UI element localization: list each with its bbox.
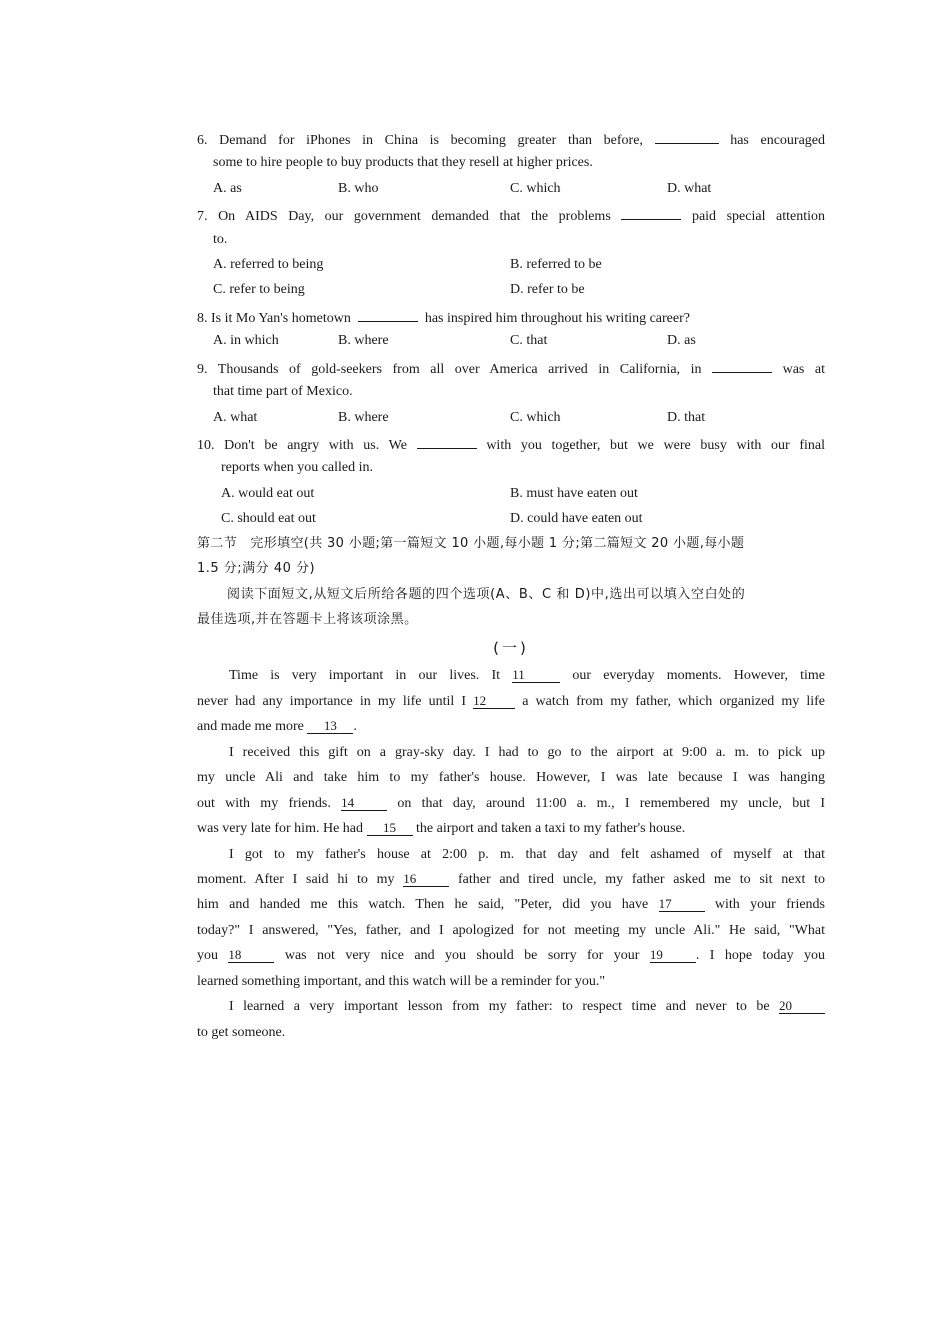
- cloze-blank-17: 17: [659, 896, 705, 912]
- passage-line: moment. After I said hi to my 16 father and tired uncle, my father asked me to sit next to: [197, 871, 826, 887]
- cloze-blank-13: 13: [307, 718, 353, 734]
- option-d: D. what: [667, 181, 712, 196]
- question-9-stem-cont: that time part of Mexico.: [213, 384, 353, 399]
- cloze-blank-18: 18: [228, 947, 274, 963]
- option-a: A. as: [213, 181, 242, 196]
- option-c: C. which: [510, 181, 561, 196]
- answer-blank: [712, 357, 772, 373]
- option-a: A. referred to being: [213, 257, 324, 272]
- option-c: C. should eat out: [221, 511, 316, 526]
- question-6-stem-cont: some to hire people to buy products that they resell at higher prices.: [213, 155, 593, 170]
- cloze-blank-20: 20: [779, 998, 825, 1014]
- option-b: B. must have eaten out: [510, 486, 638, 501]
- option-b: B. where: [338, 333, 389, 348]
- section-instructions: 阅读下面短文,从短文后所给各题的四个选项(A、B、C 和 D)中,选出可以填入空白处的: [227, 587, 746, 602]
- answer-blank: [655, 128, 719, 144]
- passage-line: learned something important, and this watch will be a reminder for you.": [197, 974, 606, 989]
- passage-line: I got to my father's house at 2:00 p. m. that day and felt ashamed of myself at that: [229, 847, 825, 862]
- option-b: B. referred to be: [510, 257, 602, 272]
- option-a: A. what: [213, 410, 258, 425]
- passage-line: to get someone.: [197, 1025, 286, 1040]
- answer-blank: [417, 433, 477, 449]
- passage-line: my uncle Ali and take him to my father's house. However, I was late because I was hanging: [197, 770, 825, 785]
- option-a: A. in which: [213, 333, 279, 348]
- passage-line: Time is very important in our lives. It 11 our everyday moments. However, time: [229, 667, 826, 683]
- section-instructions-cont: 最佳选项,并在答题卡上将该项涂黑。: [197, 612, 418, 627]
- answer-blank: [621, 204, 681, 220]
- question-9-stem: 9. Thousands of gold-seekers from all over America arrived in California, in was at: [197, 357, 825, 380]
- answer-blank: [358, 306, 418, 322]
- cloze-blank-12: 12: [473, 693, 515, 709]
- passage-line: I received this gift on a gray-sky day. I had to go to the airport at 9:00 a. m. to pick up: [229, 745, 825, 760]
- passage-line: today?" I answered, "Yes, father, and I apologized for not meeting my uncle Ali." He said, "What: [197, 923, 825, 938]
- option-d: D. that: [667, 410, 706, 425]
- option-d: D. as: [667, 333, 696, 348]
- cloze-blank-14: 14: [341, 795, 387, 811]
- passage-line: him and handed me this watch. Then he said, "Peter, did you have 17 with your friends: [197, 896, 826, 912]
- passage-line: and made me more 13 .: [197, 718, 357, 734]
- option-c: C. refer to being: [213, 282, 305, 297]
- cloze-blank-15: 15: [367, 820, 413, 836]
- section-heading-cont: 1.5 分;满分 40 分): [197, 561, 316, 576]
- option-d: D. could have eaten out: [510, 511, 643, 526]
- question-8-stem: 8. Is it Mo Yan's hometown has inspired him throughout his writing career?: [197, 306, 825, 329]
- passage-line: you 18 was not very nice and you should be sorry for your 19 . I hope today you: [197, 947, 825, 963]
- cloze-blank-19: 19: [650, 947, 696, 963]
- question-7-stem-cont: to.: [213, 232, 228, 247]
- passage-line: never had any importance in my life until I 12 a watch from my father, which organized my life: [197, 693, 826, 709]
- passage-line: was very late for him. He had 15 the airport and taken a taxi to my father's house.: [197, 820, 686, 836]
- passage-line: I learned a very important lesson from my father: to respect time and never to be 20: [229, 997, 825, 1017]
- option-a: A. would eat out: [221, 486, 315, 501]
- question-10-stem-cont: reports when you called in.: [221, 460, 374, 475]
- cloze-blank-16: 16: [403, 871, 449, 887]
- passage-line: out with my friends. 14 on that day, around 11:00 a. m., I remembered my uncle, but I: [197, 795, 826, 811]
- option-d: D. refer to be: [510, 282, 585, 297]
- option-b: B. who: [338, 181, 379, 196]
- option-c: C. which: [510, 410, 561, 425]
- cloze-blank-11: 11: [512, 667, 560, 683]
- question-10-stem: 10. Don't be angry with us. We with you together, but we were busy with our final: [197, 433, 825, 456]
- question-7-stem: 7. On AIDS Day, our government demanded that the problems paid special attention: [197, 204, 825, 227]
- passage-title: (一): [493, 639, 529, 657]
- question-6-stem: 6. Demand for iPhones in China is becoming greater than before, has encouraged: [197, 128, 825, 151]
- section-heading: 第二节 完形填空(共 30 小题;第一篇短文 10 小题,每小题 1 分;第二篇短文 20 小题,每小题: [197, 536, 745, 551]
- option-b: B. where: [338, 410, 389, 425]
- option-c: C. that: [510, 333, 548, 348]
